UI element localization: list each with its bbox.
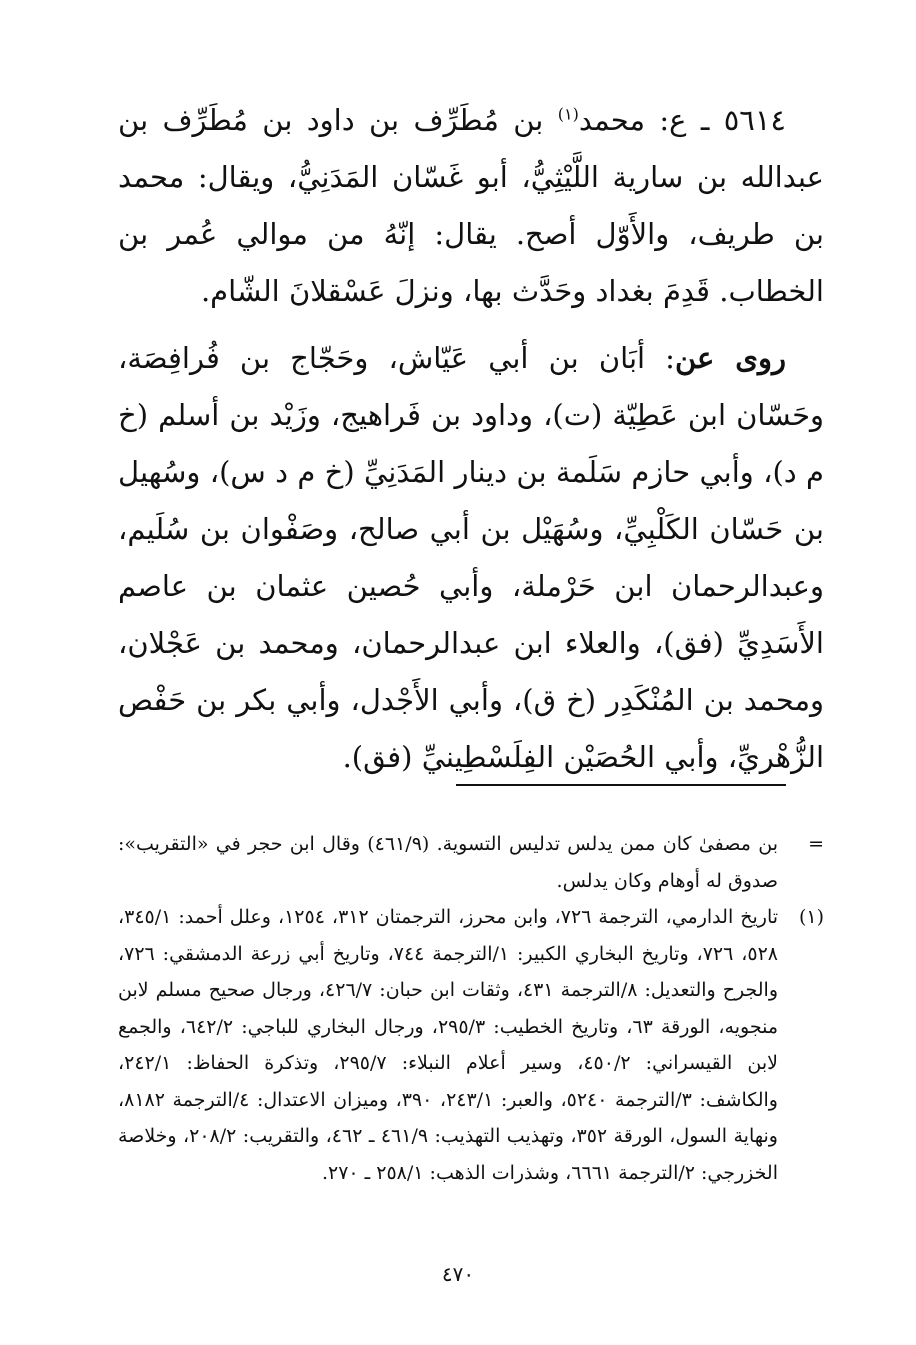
narrated-from-label: روى عن [674,341,786,375]
biography-entry [118,92,824,796]
narrated-from-list: : أبَان بن أبي عَيّاش، وحَجّاج بن فُرافِصَة، وحَسّان ابن عَطِيّة (ت)، وداود بن فَراهيج، وزَيْد بن أسلم (خ م د)، وأبي حازم سَلَمة بن دينار المَدَنِيِّ (خ م د س)، وسُهيل بن حَسّان الكَلْبِيِّ، وسُهَيْل بن أبي صالح، وصَفْوان بن سُلَيم، وعبدالرحمان ابن حَرْملة، وأبي حُصين عثمان بن عاصم الأَسَدِيِّ (فق)، والعلاء ابن عبدالرحمان، ومحمد بن عَجْلان، ومحمد بن المُنْكَدِر (خ ق)، وأبي الأَجْدل، وأبي بكر بن حَفْص الزُّهْريِّ، وأبي الحُصَيْن الفِلَسْطِينيِّ (فق). [118,341,824,774]
entry-heading: ٥٦١٤ ـ ع: محمد [578,103,786,137]
footnote-mark: = [808,833,824,855]
footnote-text: بن مصفىٰ كان ممن يدلس تدليس التسوية. (٤٦١/٩) وقال ابن حجر في «التقريب»: صدوق له أوهام وكان يدلس. [118,833,778,892]
footnote-continuation [118,826,824,899]
entry-paragraph-intro [118,92,824,320]
page-number: ٤٧٠ [441,1262,475,1286]
footnote-text: تاريخ الدارمي، الترجمة ٧٢٦، وابن محرز، الترجمتان ٣١٢، ١٢٥٤، وعلل أحمد: ٣٤٥/١، ٥٢٨، ٧٢٦، وتاريخ البخاري الكبير: ١/الترجمة ٧٤٤، وتاريخ أبي زرعة الدمشقي: ٧٢٦، والجرح والتعديل: ٨/الترجمة ٤٣١، وثقات ابن حبان: ٤٢٦/٧، ورجال صحيح مسلم لابن منجويه، الورقة ٦٣، وتاريخ الخطيب: ٢٩٥/٣، ورجال البخاري للباجي: ٦٤٢/٢، والجمع لابن القيسراني: ٤٥٠/٢، وسير أعلام النبلاء: ٢٩٥/٧، وتذكرة الحفاظ: ٢٤٢/١، والكاشف: ٣/الترجمة ٥٢٤٠، والعبر: ٢٤٣/١، ٣٩٠، وميزان الاعتدال: ٤/الترجمة ٨١٨٢، ونهاية السول، الورقة ٣٥٢، وتهذيب التهذيب: ٤٦١/٩ ـ ٤٦٢، والتقريب: ٢٠٨/٢، وخلاصة الخزرجي: ٢/الترجمة ٦٦٦١، وشذرات الذهب: ٢٥٨/١ ـ ٢٧٠. [118,906,779,1184]
entry-paragraph-narrated-from [118,330,824,786]
footnote-reference[interactable]: (١) [557,104,579,124]
footnote-mark: (١) [798,906,824,928]
footnotes [118,826,824,1191]
footnote-1 [118,899,824,1191]
entry-intro-text: بن مُطَرِّف بن داود بن مُطَرِّف بن عبدالله بن سارية اللَّيْثِيُّ، أبو غَسّان المَدَنِيُّ، ويقال: محمد بن طريف، والأَوّل أصح. يقال: إنّهُ من موالي عُمر بن الخطاب. قَدِمَ بغداد وحَدَّث بها، ونزلَ عَسْقلانَ الشّام. [118,103,824,308]
footnote-divider [456,784,786,786]
